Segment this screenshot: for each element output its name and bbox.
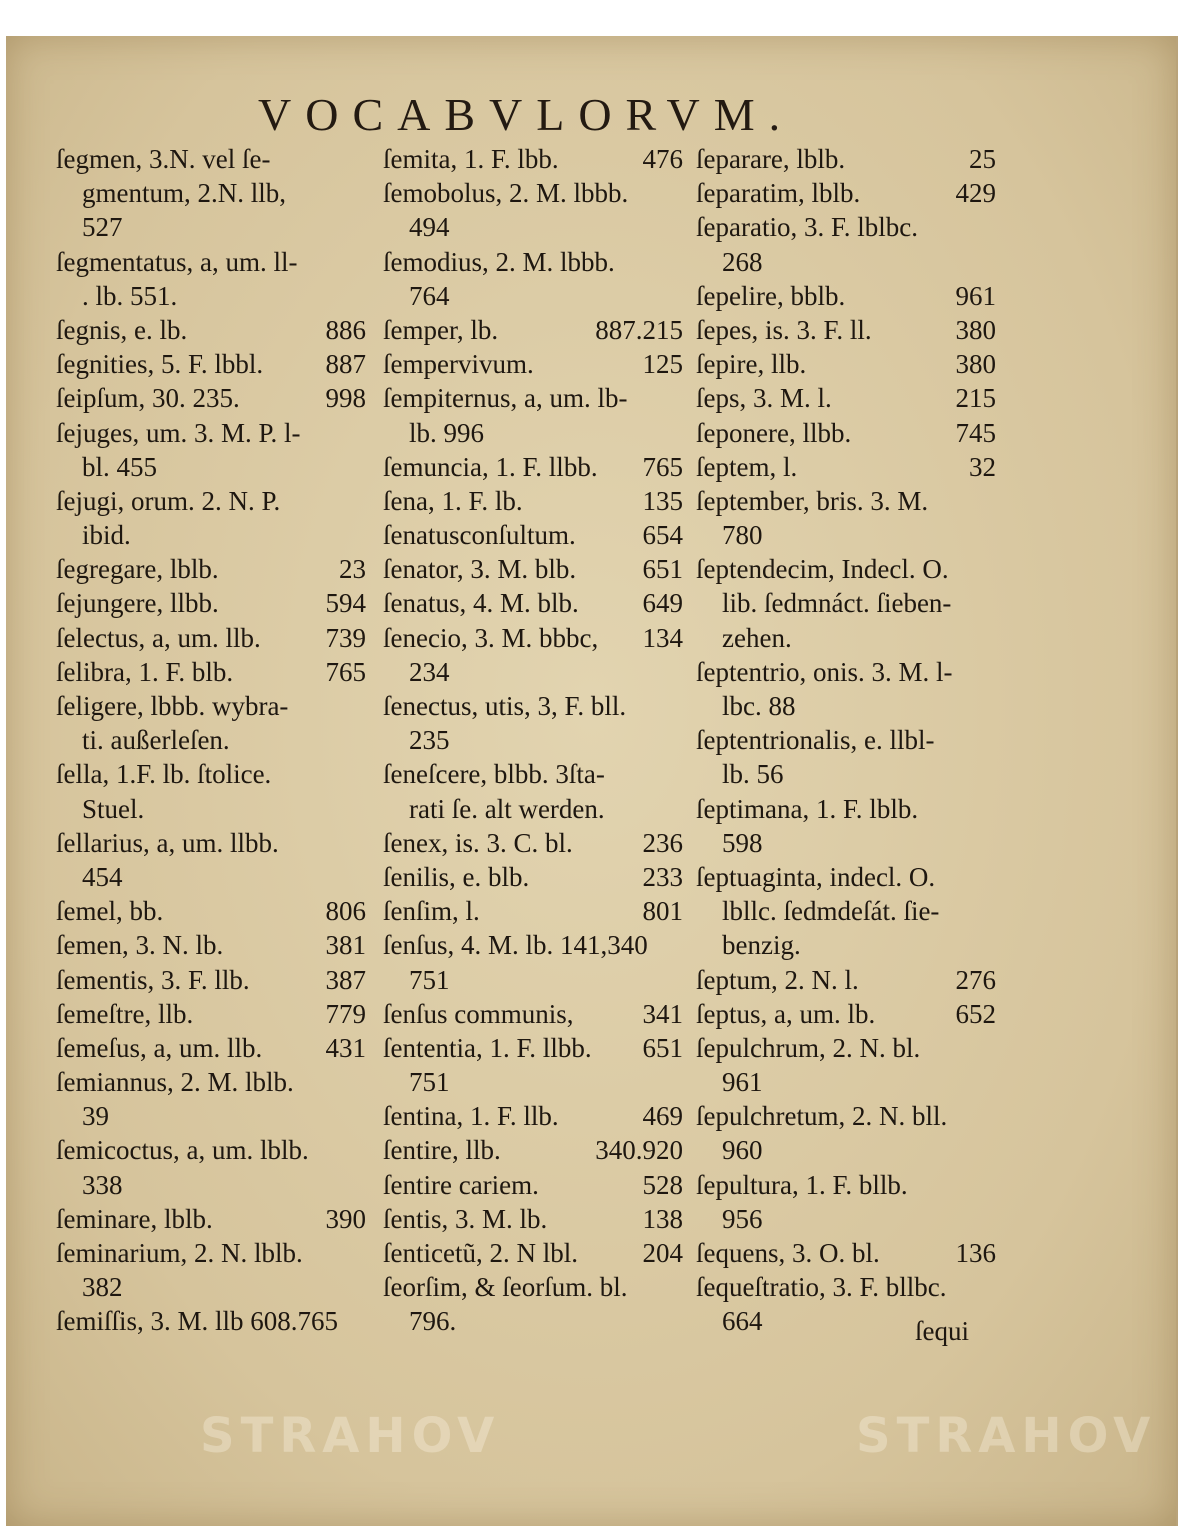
entry-page-number: 276: [955, 964, 996, 995]
entry-text: ſeptem, l.: [696, 451, 798, 482]
entry-page-number: 390: [325, 1203, 366, 1234]
entry-line: [56, 1031, 366, 1065]
entry-page-number: 236: [642, 827, 683, 858]
entry-page-number: 651: [642, 1032, 683, 1063]
entry-text: ſellarius, a, um. llbb.: [56, 827, 279, 858]
entry-line: [56, 1065, 366, 1099]
entry-line: [56, 552, 366, 586]
entry-text: ſemiſſis, 3. M. llb 608.765: [56, 1306, 339, 1337]
entry-line: [56, 279, 366, 313]
entry-line: [383, 997, 683, 1031]
entry-page-number: 745: [955, 417, 996, 448]
entry-text: 268: [722, 246, 763, 277]
entry-line: [56, 860, 366, 894]
entry-text: ſena, 1. F. lb.: [383, 485, 523, 516]
entry-text: 960: [722, 1135, 763, 1166]
entry-line: [383, 484, 683, 518]
entry-line: [56, 1133, 366, 1167]
entry-line: [696, 279, 996, 313]
entry-page-number: 779: [325, 998, 366, 1029]
entry-line: [383, 586, 683, 620]
entry-line: [696, 826, 996, 860]
entry-text: ſenſus, 4. M. lb. 141,340: [383, 930, 648, 961]
entry-page-number: 431: [325, 1032, 366, 1063]
entry-line: [696, 689, 996, 723]
entry-page-number: 469: [642, 1101, 683, 1132]
entry-line: [696, 655, 996, 689]
entry-text: ſenilis, e. blb.: [383, 861, 530, 892]
entry-line: [56, 1304, 366, 1338]
entry-text: ſeipſum, 30. 235.: [56, 383, 240, 414]
entry-page-number: 387: [325, 964, 366, 995]
page-title: VOCABVLORVM.: [258, 89, 795, 140]
entry-text: ſeptentrionalis, e. llbl-: [696, 725, 935, 756]
entry-page-number: 136: [955, 1238, 996, 1268]
entry-line: [696, 1099, 996, 1133]
entry-text: ſenticetũ, 2. N lbl.: [383, 1238, 578, 1268]
entry-text: Stuel.: [82, 793, 145, 824]
entry-text: lib. ſedmnáct. ſieben-: [722, 588, 952, 619]
entry-text: 598: [722, 827, 763, 858]
entry-line: [696, 381, 996, 415]
entry-text: ſeptimana, 1. F. lblb.: [696, 793, 919, 824]
entry-page-number: 25: [969, 144, 996, 174]
entry-page-number: 652: [955, 998, 996, 1029]
entry-text: ſeligere, lbbb. wybra-: [56, 691, 289, 721]
entry-line: [696, 1202, 996, 1236]
entry-line: [383, 210, 683, 244]
entry-line: [56, 484, 366, 518]
entry-text: ſeptuaginta, indecl. O.: [696, 861, 936, 892]
entry-line: [383, 518, 683, 552]
entry-page-number: 429: [955, 178, 996, 209]
entry-line: [696, 484, 996, 518]
watermark-right: STRAHOV: [856, 1408, 1157, 1464]
entry-text: ſeps, 3. M. l.: [696, 383, 832, 414]
entry-text: ſempervivum.: [383, 349, 534, 380]
entry-text: 235: [409, 725, 450, 756]
entry-text: ſempiternus, a, um. lb-: [383, 383, 628, 414]
entry-line: [56, 723, 366, 757]
entry-text: ti. außerleſen.: [82, 725, 230, 756]
entry-line: [383, 552, 683, 586]
entry-page-number: 204: [642, 1238, 683, 1268]
entry-text: ſeminare, lblb.: [56, 1203, 213, 1234]
entry-line: [56, 894, 366, 928]
entry-page-number: 528: [642, 1169, 683, 1200]
entry-text: 961: [722, 1067, 763, 1098]
entry-line: [56, 450, 366, 484]
entry-line: [696, 176, 996, 210]
entry-line: [383, 963, 683, 997]
entry-line: [383, 381, 683, 415]
entry-line: [696, 245, 996, 279]
entry-line: [383, 689, 683, 723]
entry-line: [696, 997, 996, 1031]
entry-text: lb. 56: [722, 759, 784, 790]
entry-line: [383, 621, 683, 655]
entry-text: ſentire cariem.: [383, 1169, 539, 1200]
entry-text: benzig.: [722, 930, 801, 961]
entry-page-number: 739: [325, 622, 366, 653]
entry-text: lb. 996: [409, 417, 485, 448]
entry-text: ſequeſtratio, 3. F. bllbc.: [696, 1272, 947, 1303]
entry-text: ſepes, is. 3. F. ll.: [696, 314, 872, 345]
entry-line: [56, 586, 366, 620]
entry-text: ſenſus communis,: [383, 998, 574, 1029]
entry-text: ſeptendecim, Indecl. O.: [696, 554, 949, 585]
entry-text: ſemodius, 2. M. lbbb.: [383, 246, 615, 277]
entry-line: [383, 176, 683, 210]
entry-line: [383, 826, 683, 860]
entry-text: 764: [409, 280, 450, 311]
entry-text: ſejungere, llbb.: [56, 588, 219, 619]
entry-text: ſelectus, a, um. llb.: [56, 622, 261, 653]
entry-line: [696, 586, 996, 620]
entry-line: [383, 313, 683, 347]
entry-line: [56, 963, 366, 997]
entry-text: ſemobolus, 2. M. lbbb.: [383, 178, 629, 209]
entry-line: [696, 757, 996, 791]
entry-line: [56, 1270, 366, 1304]
entry-text: 751: [409, 1067, 450, 1098]
entry-text: ſementis, 3. F. llb.: [56, 964, 250, 995]
entry-page-number: 340.920: [595, 1135, 683, 1166]
entry-text: ſemel, bb.: [56, 896, 164, 927]
entry-text: 796.: [409, 1306, 457, 1337]
entry-page-number: 380: [955, 349, 996, 380]
entry-text: ſeptum, 2. N. l.: [696, 964, 859, 995]
entry-page-number: 998: [325, 383, 366, 414]
column-1: [56, 142, 366, 1339]
entry-page-number: 654: [642, 520, 683, 551]
entry-page-number: 801: [642, 896, 683, 927]
column-3: [696, 142, 996, 1339]
entry-line: [696, 1031, 996, 1065]
entry-text: ſella, 1.F. lb. ſtolice.: [56, 759, 272, 790]
entry-text: ſepelire, bblb.: [696, 280, 846, 311]
entry-page-number: 138: [642, 1203, 683, 1234]
entry-text: ſepire, llb.: [696, 349, 807, 380]
entry-text: lbc. 88: [722, 691, 796, 721]
entry-line: [383, 1236, 683, 1270]
entry-text: ſemen, 3. N. lb.: [56, 930, 224, 961]
entry-line: [56, 1202, 366, 1236]
entry-text: ſegnis, e. lb.: [56, 314, 188, 345]
entry-text: ſepulchretum, 2. N. bll.: [696, 1101, 948, 1132]
entry-text: ſenator, 3. M. blb.: [383, 554, 577, 585]
entry-line: [383, 1031, 683, 1065]
entry-line: [56, 313, 366, 347]
entry-text: ſegmentatus, a, um. ll-: [56, 246, 298, 277]
entry-line: [696, 313, 996, 347]
entry-line: [56, 142, 366, 176]
entry-line: [56, 655, 366, 689]
entry-page-number: 125: [642, 349, 683, 380]
entry-line: [383, 245, 683, 279]
entry-text: 780: [722, 520, 763, 551]
entry-line: [56, 757, 366, 791]
catchword: ſequi: [915, 1316, 969, 1346]
entry-text: ſejugi, orum. 2. N. P.: [56, 485, 281, 516]
column-2: [383, 142, 683, 1339]
entry-line: [383, 757, 683, 791]
entry-line: [56, 621, 366, 655]
entry-line: [383, 416, 683, 450]
entry-text: lbllc. ſedmdeſát. ſie-: [722, 896, 940, 927]
entry-text: zehen.: [722, 622, 792, 653]
entry-line: [383, 142, 683, 176]
entry-text: ſemeſtre, llb.: [56, 998, 194, 1029]
entry-text: 751: [409, 964, 450, 995]
entry-text: ſeptember, bris. 3. M.: [696, 485, 929, 516]
entry-page-number: 134: [642, 622, 683, 653]
entry-line: [56, 518, 366, 552]
entry-text: ſemita, 1. F. lbb.: [383, 144, 559, 174]
entry-page-number: 649: [642, 588, 683, 619]
entry-line: [696, 552, 996, 586]
entry-line: [56, 347, 366, 381]
entry-text: ſeptentrio, onis. 3. M. l-: [696, 656, 953, 687]
entry-line: [56, 210, 366, 244]
entry-text: ſequens, 3. O. bl.: [696, 1238, 880, 1268]
entry-line: [696, 210, 996, 244]
entry-text: ſeneſcere, blbb. 3ſta-: [383, 759, 605, 790]
entry-text: 234: [409, 656, 450, 687]
entry-line: [383, 347, 683, 381]
entry-page-number: 651: [642, 554, 683, 585]
entry-page-number: 476: [642, 144, 683, 174]
entry-line: [383, 1065, 683, 1099]
entry-text: ſenſim, l.: [383, 896, 480, 927]
entry-line: [696, 450, 996, 484]
entry-text: gmentum, 2.N. llb,: [82, 178, 286, 209]
entry-text: ſenatus, 4. M. blb.: [383, 588, 579, 619]
entry-line: [696, 860, 996, 894]
entry-page-number: 380: [955, 314, 996, 345]
entry-text: bl. 455: [82, 451, 158, 482]
entry-line: [696, 621, 996, 655]
entry-line: [696, 928, 996, 962]
entry-line: [696, 347, 996, 381]
entry-line: [56, 689, 366, 723]
entry-text: ibid.: [82, 520, 131, 551]
entry-line: [696, 723, 996, 757]
entry-text: ſentina, 1. F. llb.: [383, 1101, 559, 1132]
entry-text: ſemeſus, a, um. llb.: [56, 1032, 263, 1063]
entry-page-number: 135: [642, 485, 683, 516]
watermark-left: STRAHOV: [200, 1408, 501, 1464]
entry-page-number: 594: [325, 588, 366, 619]
entry-line: [696, 1236, 996, 1270]
entry-line: [383, 792, 683, 826]
entry-page-number: 887: [325, 349, 366, 380]
entry-text: 956: [722, 1203, 763, 1234]
entry-line: [383, 860, 683, 894]
entry-text: 338: [82, 1169, 123, 1200]
entry-text: ſeponere, llbb.: [696, 417, 852, 448]
entry-text: ſententia, 1. F. llbb.: [383, 1032, 592, 1063]
entry-text: 527: [82, 212, 123, 243]
entry-line: [696, 1133, 996, 1167]
entry-text: ſeminarium, 2. N. lblb.: [56, 1238, 303, 1268]
entry-line: [383, 450, 683, 484]
entry-text: 39: [82, 1101, 109, 1132]
entry-line: [56, 416, 366, 450]
entry-text: ſejuges, um. 3. M. P. l-: [56, 417, 301, 448]
entry-text: 454: [82, 861, 123, 892]
entry-text: ſenex, is. 3. C. bl.: [383, 827, 573, 858]
entry-line: [56, 1168, 366, 1202]
entry-page-number: 341: [642, 998, 683, 1029]
entry-page-number: 765: [642, 451, 683, 482]
entry-page-number: 961: [955, 280, 996, 311]
entry-line: [383, 894, 683, 928]
entry-text: ſegregare, lblb.: [56, 554, 219, 585]
entry-line: [696, 963, 996, 997]
entry-line: [696, 518, 996, 552]
entry-page-number: 23: [339, 554, 366, 585]
entry-text: ſemper, lb.: [383, 314, 499, 345]
entry-line: [383, 279, 683, 313]
entry-line: [56, 176, 366, 210]
entry-line: [56, 245, 366, 279]
entry-text: ſemicoctus, a, um. lblb.: [56, 1135, 309, 1166]
entry-text: ſeorſim, & ſeorſum. bl.: [383, 1272, 628, 1303]
entry-text: 494: [409, 212, 450, 243]
entry-line: [383, 723, 683, 757]
entry-line: [56, 826, 366, 860]
entry-line: [696, 792, 996, 826]
entry-text: rati ſe. alt werden.: [409, 793, 605, 824]
entry-line: [56, 928, 366, 962]
entry-text: ſegmen, 3.N. vel ſe-: [56, 144, 271, 174]
entry-text: ſentire, llb.: [383, 1135, 501, 1166]
entry-text: ſeparatim, lblb.: [696, 178, 861, 209]
entry-text: ſeptus, a, um. lb.: [696, 998, 876, 1029]
entry-text: ſegnities, 5. F. lbbl.: [56, 349, 264, 380]
entry-line: [383, 1133, 683, 1167]
entry-text: ſepultura, 1. F. bllb.: [696, 1169, 908, 1200]
entry-page-number: 381: [325, 930, 366, 961]
entry-line: [56, 997, 366, 1031]
entry-text: ſentis, 3. M. lb.: [383, 1203, 548, 1234]
entry-line: [383, 928, 683, 962]
entry-line: [56, 381, 366, 415]
entry-text: . lb. 551.: [82, 280, 178, 311]
entry-page-number: 886: [325, 314, 366, 345]
entry-page-number: 887.215: [595, 314, 683, 345]
entry-page-number: 806: [325, 896, 366, 927]
entry-page-number: 32: [969, 451, 996, 482]
entry-page-number: 233: [642, 861, 683, 892]
entry-line: [383, 655, 683, 689]
entry-text: ſemiannus, 2. M. lblb.: [56, 1067, 294, 1098]
entry-text: ſemuncia, 1. F. llbb.: [383, 451, 598, 482]
entry-line: [696, 1065, 996, 1099]
entry-line: [696, 1270, 996, 1304]
entry-text: ſeparatio, 3. F. lblbc.: [696, 212, 919, 243]
entry-line: [56, 1236, 366, 1270]
entry-line: [383, 1099, 683, 1133]
entry-page-number: 215: [955, 383, 996, 414]
entry-line: [696, 416, 996, 450]
entry-text: ſelibra, 1. F. blb.: [56, 656, 234, 687]
entry-line: [696, 142, 996, 176]
entry-line: [383, 1168, 683, 1202]
entry-line: [56, 792, 366, 826]
entry-line: [383, 1304, 683, 1338]
entry-line: [383, 1270, 683, 1304]
entry-text: 664: [722, 1306, 763, 1337]
entry-line: [696, 1168, 996, 1202]
entry-text: ſepulchrum, 2. N. bl.: [696, 1032, 921, 1063]
entry-text: ſenatusconſultum.: [383, 520, 576, 551]
entry-text: 382: [82, 1272, 123, 1303]
entry-line: [56, 1099, 366, 1133]
entry-text: ſenecio, 3. M. bbbc,: [383, 622, 599, 653]
entry-line: [383, 1202, 683, 1236]
entry-page-number: 765: [325, 656, 366, 687]
entry-text: ſeparare, lblb.: [696, 144, 846, 174]
entry-text: ſenectus, utis, 3, F. bll.: [383, 691, 627, 721]
entry-line: [696, 894, 996, 928]
